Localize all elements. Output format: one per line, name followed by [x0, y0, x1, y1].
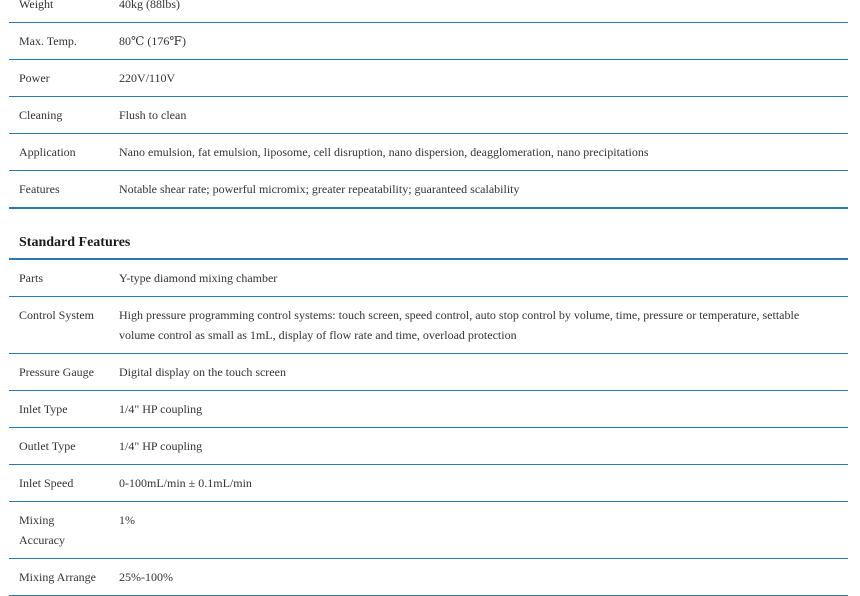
row-label: Inlet Speed — [9, 465, 109, 502]
row-label: Application — [9, 134, 109, 171]
table-row — [9, 0, 848, 23]
row-value: 220V/110V — [109, 60, 848, 97]
table-row — [9, 260, 848, 297]
spec-table — [9, 0, 848, 209]
row-value: Y-type diamond mixing chamber — [109, 260, 848, 297]
table-row — [9, 23, 848, 60]
row-value: Notable shear rate; powerful micromix; greater repeatability; guaranteed scalability — [109, 171, 848, 209]
standard-features-table — [9, 260, 848, 596]
row-label: Outlet Type — [9, 428, 109, 465]
table-row — [9, 171, 848, 209]
row-value: 40kg (88lbs) — [109, 0, 848, 23]
row-label: Max. Temp. — [9, 23, 109, 60]
row-label: Cleaning — [9, 97, 109, 134]
table-row — [9, 60, 848, 97]
section-title: Standard Features — [9, 209, 848, 260]
row-value: High pressure programming control systems: touch screen, speed control, auto stop control by volume, time, pressure or temperature, settable volume control as small as 1mL, display of flow rate and time, overload protection — [109, 297, 848, 354]
row-value: 1/4" HP coupling — [109, 391, 848, 428]
table-row — [9, 428, 848, 465]
table-row — [9, 134, 848, 171]
row-value: 0-100mL/min ± 0.1mL/min — [109, 465, 848, 502]
table-row — [9, 502, 848, 559]
row-label: Pressure Gauge — [9, 354, 109, 391]
table-row — [9, 391, 848, 428]
row-value: 1/4" HP coupling — [109, 428, 848, 465]
row-label: Mixing Arrange — [9, 559, 109, 596]
row-label: Features — [9, 171, 109, 209]
row-value: 25%-100% — [109, 559, 848, 596]
row-label: Parts — [9, 260, 109, 297]
table-row — [9, 297, 848, 354]
table-row — [9, 354, 848, 391]
spec-document — [9, 0, 848, 596]
row-value: Digital display on the touch screen — [109, 354, 848, 391]
row-value: 80℃ (176℉) — [109, 23, 848, 60]
row-label: Inlet Type — [9, 391, 109, 428]
row-label: Mixing Accuracy — [9, 502, 109, 559]
table-row — [9, 559, 848, 596]
table-row — [9, 97, 848, 134]
row-label: Weight — [9, 0, 109, 23]
table-row — [9, 465, 848, 502]
row-label: Control System — [9, 297, 109, 354]
row-value: Nano emulsion, fat emulsion, liposome, cell disruption, nano dispersion, deagglomeration, nano precipitations — [109, 134, 848, 171]
row-label: Power — [9, 60, 109, 97]
row-value: Flush to clean — [109, 97, 848, 134]
row-value: 1% — [109, 502, 848, 559]
